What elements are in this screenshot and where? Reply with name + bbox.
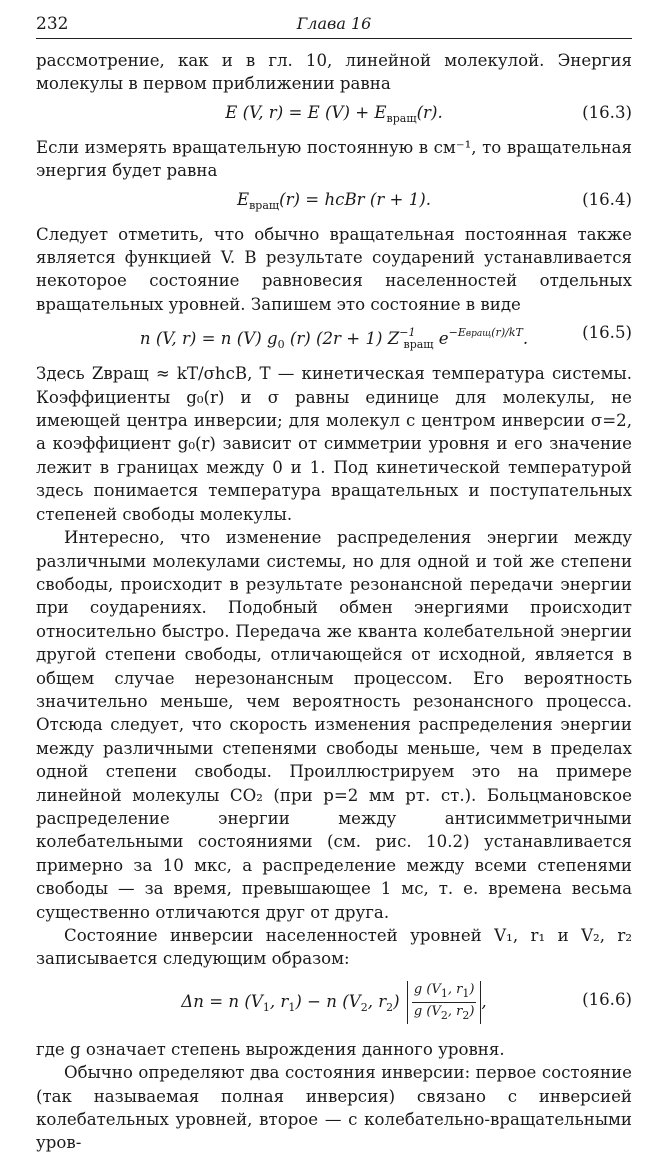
equation-16-4 xyxy=(36,187,632,219)
chapter-title: Глава 16 xyxy=(296,14,372,33)
equation-16-3 xyxy=(36,100,632,132)
page-number: 232 xyxy=(36,14,69,34)
equation-number: (16.4) xyxy=(582,189,632,209)
equation-16-5 xyxy=(36,320,632,358)
equation-formula: $E_{вращ}(r)$ = hcBr (r + 1). xyxy=(236,189,432,212)
paragraph-3: Следует отметить, что обычно вращательная постоянная также является функцией V. В результате соударений устанавливается некоторое состояние равновесия населенностей отдельных вращательных уровней. Запишем это состояние в виде xyxy=(36,224,632,314)
equation-formula: E (V, r) = E $(V) + E_{вращ}(r)$. xyxy=(225,102,443,125)
paragraph-2: Если измерять вращательную постоянную в см⁻¹, то вращательная энергия будет равна xyxy=(36,137,632,181)
paragraph-4: Здесь Zвращ ≈ kT/σhcB, T — кинетическая температура системы. Коэффициенты g₀(r) и σ равны единице для молекулы, не имеющей центра инверсии; для молекул с центром инверсии σ=2, а коэффициент g₀(r) зависит от симметрии уровня и его значение лежит в границах между 0 и 1. Под кинетической температурой здесь понимается температура вращательных и поступательных степеней свободы молекулы. xyxy=(36,364,632,524)
equation-number: (16.5) xyxy=(582,323,632,343)
equation-formula: Δn = n ($V_1$, $r_1) - n$ ($V_2$, $r_2$) $\frac{g (V_1, r_1)}{g (V_2, r_2)}$ , xyxy=(181,981,487,1022)
paragraph-1: рассмотрение, как и в гл. 10, линейной молекулой. Энергия молекулы в первом приближении равна xyxy=(36,51,632,94)
equation-number: (16.6) xyxy=(582,989,632,1009)
paragraph-5: Интересно, что изменение распределения энергии между различными молекулами системы, но для одной и той же степени свободы, происходит в результате резонансной передачи энергии при соударениях. Подобный обмен энергиями происходит относительно быстро. Передача же кванта колебательной энергии другой степени свободы, отличающейся от исходной, является в общем случае нерезонансным процессом. Его вероятность значительно меньше, чем вероятность резонансного процесса. Отсюда следует, что скорость изменения распределения энергии между различными степенями свободы меньше, чем в пределах одной степени свободы. Проиллюстрируем это на примере линейной молекулы CO₂ (при p=2 мм рт. ст.). Больцмановское распределение энергии между антисимметричными колебательными состояниями (см. рис. 10.2) устанавливается примерно за 10 мкс, а распределение между всеми степенями свободы — за время, превышающее 1 мс, т. е. времена весьма существенно отличаются друг от друга. xyxy=(36,528,632,922)
page xyxy=(36,12,632,1155)
equation-formula: n (V, r) = n (V) $g_0$ (r) (2r + 1) $Z^{-1}_{вращ}$ $e^{-Eвращ(r)/kT}$. xyxy=(139,326,529,352)
paragraph-8: Обычно определяют два состояния инверсии: первое состояние (так называемая полная инверсия) связано с инверсией колебательных уровней, второе — с колебательно-вращательными уров- xyxy=(36,1063,632,1153)
equation-16-6 xyxy=(36,981,632,1024)
paragraph-6: Состояние инверсии населенностей уровней V₁, r₁ и V₂, r₂ записывается следующим образом: xyxy=(36,926,632,969)
paragraph-7: где g означает степень вырождения данного уровня. xyxy=(36,1039,505,1059)
equation-number: (16.3) xyxy=(582,102,632,122)
page-header xyxy=(36,12,632,39)
body-text xyxy=(36,49,632,1155)
